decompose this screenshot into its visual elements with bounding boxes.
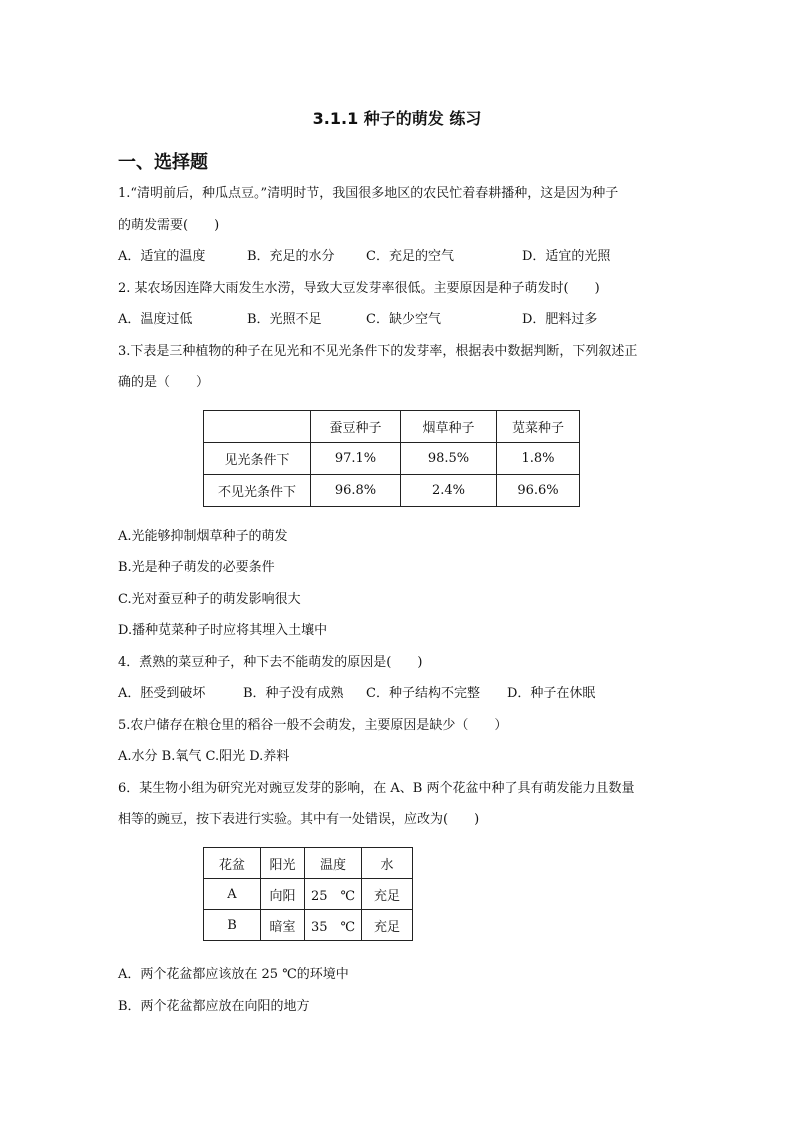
q5-options: A.水分 B.氧气 C.阳光 D.养料: [118, 749, 290, 764]
q3-stem-line1: 3.下表是三种植物的种子在见光和不见光条件下的发芽率，根据表中数据判断，下列叙述正: [118, 344, 638, 359]
table-row: [204, 443, 580, 475]
q3-option-c: C.光对蚕豆种子的萌发影响很大: [118, 592, 301, 607]
q2-stem: 2. 某农场因连降大雨发生水涝，导致大豆发芽率很低。主要原因是种子萌发时( ): [118, 281, 600, 296]
table-header-row: [204, 411, 580, 443]
germination-rate-table: [203, 410, 580, 507]
q1-stem-line1: 1.“清明前后，种瓜点豆。”清明时节，我国很多地区的农民忙着春耕播种，这是因为种子: [118, 186, 619, 201]
q6-stem-line2: 相等的豌豆，按下表进行实验。其中有一处错误，应改为( ): [118, 812, 480, 827]
table-header-cell: 烟草种子: [401, 411, 497, 443]
q6-option-a: A．两个花盆都应该放在 25 ℃的环境中: [118, 967, 349, 982]
table-row: [204, 910, 413, 941]
table-cell: 2.4%: [401, 475, 497, 507]
table-cell: 向阳: [261, 879, 305, 910]
table-cell: 充足: [362, 879, 413, 910]
table-header-cell: 温度: [305, 848, 362, 879]
table-cell: 1.8%: [497, 443, 580, 475]
table-cell: 35 ℃: [305, 910, 362, 941]
q4-option-a: A．胚受到破坏: [118, 686, 206, 701]
table-row: [204, 475, 580, 507]
page-title: 3.1.1 种子的萌发 练习: [312, 109, 482, 128]
q2-option-b: B．光照不足: [247, 312, 322, 327]
table-cell: 暗室: [261, 910, 305, 941]
table-cell: 96.6%: [497, 475, 580, 507]
table-cell: 98.5%: [401, 443, 497, 475]
table-cell: B: [204, 910, 261, 941]
table-header-cell: 蚕豆种子: [311, 411, 401, 443]
table-cell: 不见光条件下: [204, 475, 311, 507]
q5-stem: 5.农户储存在粮仓里的稻谷一般不会萌发，主要原因是缺少（ ）: [118, 718, 508, 733]
q3-option-d: D.播种苋菜种子时应将其埋入土壤中: [118, 623, 328, 638]
q1-option-c: C．充足的空气: [366, 249, 454, 264]
table-header-row: [204, 848, 413, 879]
q2-option-c: C．缺少空气: [366, 312, 441, 327]
q1-stem-line2: 的萌发需要( ): [118, 218, 220, 233]
table-cell: 见光条件下: [204, 443, 311, 475]
table-cell: 充足: [362, 910, 413, 941]
table-header-cell: [204, 411, 311, 443]
table-header-cell: 苋菜种子: [497, 411, 580, 443]
table-cell: 96.8%: [311, 475, 401, 507]
table-cell: A: [204, 879, 261, 910]
q4-stem: 4．煮熟的菜豆种子，种下去不能萌发的原因是( ): [118, 655, 423, 670]
table-row: [204, 879, 413, 910]
q2-option-d: D．肥料过多: [522, 312, 598, 327]
q6-option-b: B．两个花盆都应放在向阳的地方: [118, 999, 310, 1014]
section-heading: 一、选择题: [118, 152, 208, 173]
q6-stem-line1: 6．某生物小组为研究光对豌豆发芽的影响，在 A、B 两个花盆中种了具有萌发能力且数量: [118, 781, 635, 796]
q1-option-a: A．适宜的温度: [118, 249, 206, 264]
q1-option-d: D．适宜的光照: [522, 249, 611, 264]
q1-option-b: B．充足的水分: [247, 249, 335, 264]
table-header-cell: 阳光: [261, 848, 305, 879]
q4-option-b: B．种子没有成熟: [243, 686, 344, 701]
q4-option-d: D．种子在休眠: [507, 686, 596, 701]
experiment-table: [203, 847, 413, 941]
q4-option-c: C．种子结构不完整: [366, 686, 480, 701]
q3-stem-line2: 确的是（ ）: [118, 375, 210, 390]
q3-option-b: B.光是种子萌发的必要条件: [118, 560, 275, 575]
table-header-cell: 花盆: [204, 848, 261, 879]
q3-option-a: A.光能够抑制烟草种子的萌发: [118, 529, 288, 544]
q2-option-a: A．温度过低: [118, 312, 193, 327]
table-header-cell: 水: [362, 848, 413, 879]
table-cell: 25 ℃: [305, 879, 362, 910]
table-cell: 97.1%: [311, 443, 401, 475]
